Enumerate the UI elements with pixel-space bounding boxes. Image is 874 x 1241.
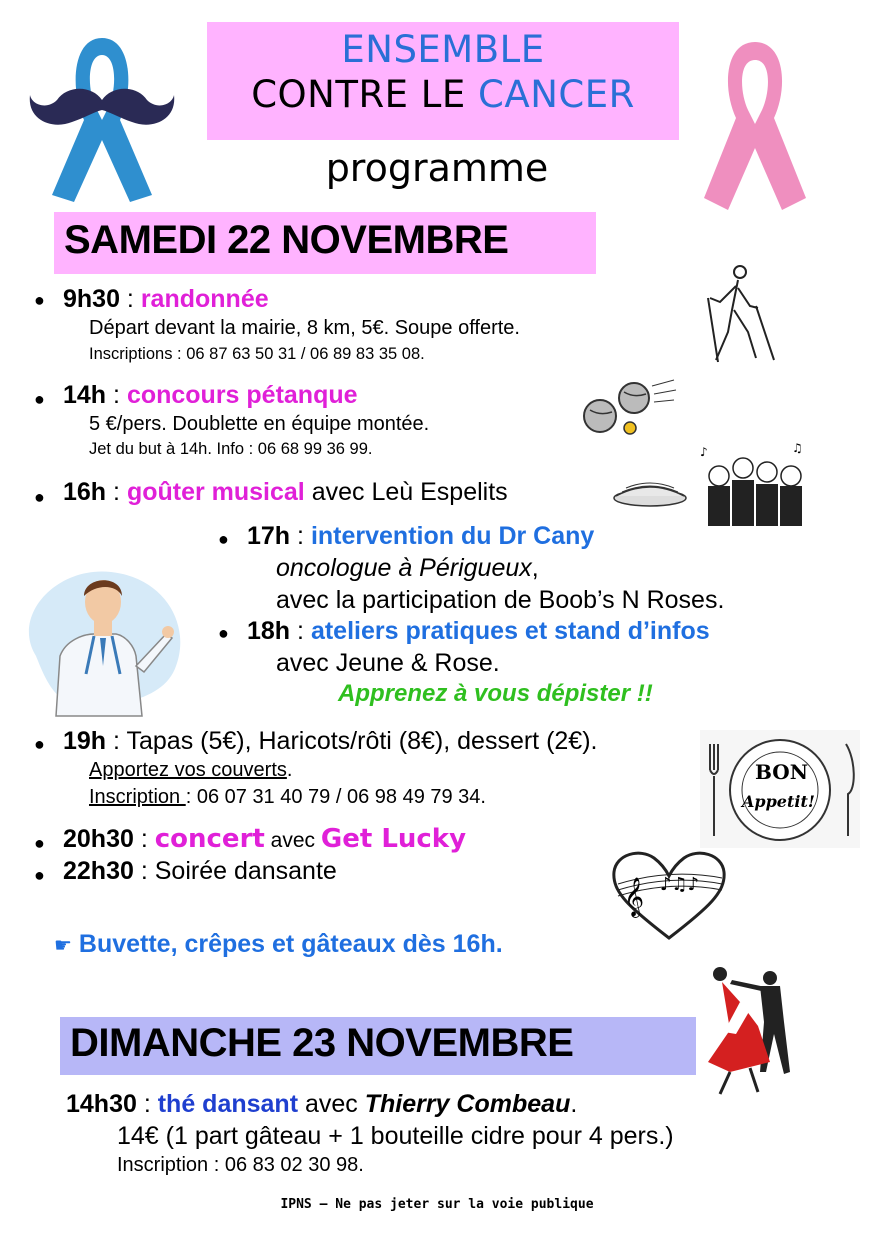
music-heart-icon xyxy=(610,848,728,942)
item-title: randonnée xyxy=(140,285,269,313)
inscription-phones: : 06 07 31 40 79 / 06 98 49 79 34. xyxy=(185,786,486,808)
bullet: ● xyxy=(34,833,45,853)
item-title: ateliers pratiques et stand d’infos xyxy=(310,617,710,645)
bullet: ● xyxy=(34,865,45,885)
item-mid: avec xyxy=(298,1090,365,1118)
underlined-text: Apportez vos couverts xyxy=(89,759,287,781)
punctuation: , xyxy=(531,554,539,582)
item-time: 18h xyxy=(247,617,291,645)
separator: : xyxy=(119,285,141,313)
separator: : xyxy=(106,727,127,755)
item-randonnee xyxy=(63,284,269,314)
inscription-label: Inscription xyxy=(89,786,186,808)
bullet: ● xyxy=(218,623,229,643)
pointing-hand-icon: ☛ xyxy=(54,933,72,957)
svg-text:♪♫♪: ♪♫♪ xyxy=(660,874,700,895)
item-inscription xyxy=(89,785,486,809)
sunday-item xyxy=(66,1089,577,1119)
item-title: goûter musical xyxy=(126,478,305,506)
title-cancer-word: CANCER xyxy=(478,73,635,116)
separator: : xyxy=(290,617,311,645)
punctuation: . xyxy=(570,1090,578,1118)
dancers-icon xyxy=(700,962,810,1098)
title-line2 xyxy=(207,73,679,116)
svg-text:𝄞: 𝄞 xyxy=(624,877,645,917)
separator: : xyxy=(133,857,155,885)
item-detail: avec Jeune & Rose. xyxy=(276,649,500,677)
hiker-icon xyxy=(698,262,780,366)
item-time: 17h xyxy=(247,522,291,550)
artist-name: Thierry Combeau xyxy=(364,1090,571,1118)
title-box xyxy=(207,22,679,140)
separator: : xyxy=(106,381,127,409)
plate-text-bon: BON xyxy=(755,760,808,784)
item-title: intervention du Dr Cany xyxy=(310,522,595,550)
highlight-text: Apprenez à vous dépister !! xyxy=(338,680,653,707)
programme-heading: programme xyxy=(325,146,549,190)
item-mid: avec xyxy=(264,829,321,852)
item-ateliers xyxy=(247,616,710,646)
band-name: Get Lucky xyxy=(320,824,467,854)
item-time: 20h30 xyxy=(63,825,134,853)
item-inscription: Inscriptions : 06 87 63 50 31 / 06 89 83 35 08. xyxy=(89,345,425,363)
bullet: ● xyxy=(218,529,229,549)
item-intervention xyxy=(247,521,594,551)
plate-icon xyxy=(700,730,860,848)
sunday-inscription: Inscription : 06 83 02 30 98. xyxy=(117,1154,364,1176)
title-line1: ENSEMBLE xyxy=(341,28,545,71)
item-time: 22h30 xyxy=(63,857,134,885)
item-rest: Tapas (5€), Haricots/rôti (8€), dessert (2€). xyxy=(126,727,598,755)
sunday-price: 14€ (1 part gâteau + 1 bouteille cidre pour 4 pers.) xyxy=(117,1122,674,1150)
footer-ipns: IPNS — Ne pas jeter sur la voie publique xyxy=(280,1197,594,1212)
item-concert xyxy=(63,824,466,856)
item-detail: avec la participation de Boob’s N Roses. xyxy=(276,586,725,614)
item-rest: avec Leù Espelits xyxy=(304,478,508,506)
crepes-icon xyxy=(612,468,688,508)
doctor-icon xyxy=(16,556,196,718)
bullet: ● xyxy=(34,389,45,409)
item-title: concert xyxy=(154,824,265,854)
item-repas xyxy=(63,726,597,756)
item-time: 16h xyxy=(63,478,107,506)
buvette-note xyxy=(54,930,503,959)
bullet: ● xyxy=(34,487,45,507)
sunday-banner: DIMANCHE 23 NOVEMBRE xyxy=(60,1017,696,1075)
item-time: 14h xyxy=(63,381,107,409)
svg-text:♪: ♪ xyxy=(700,445,708,459)
item-title: concours pétanque xyxy=(126,381,358,409)
item-time: 19h xyxy=(63,727,107,755)
item-detail: 5 €/pers. Doublette en équipe montée. xyxy=(89,413,430,435)
item-soiree xyxy=(63,856,337,886)
bullet: ● xyxy=(34,290,45,310)
buvette-text: Buvette, crêpes et gâteaux dès 16h. xyxy=(78,930,503,958)
item-detail: Départ devant la mairie, 8 km, 5€. Soupe offerte. xyxy=(89,317,520,339)
item-gouter xyxy=(63,477,508,507)
item-time: 14h30 xyxy=(66,1090,137,1118)
item-inscription: Jet du but à 14h. Info : 06 68 99 36 99. xyxy=(89,440,373,458)
separator: : xyxy=(136,1090,158,1118)
item-time: 9h30 xyxy=(63,285,120,313)
item-rest: Soirée dansante xyxy=(154,857,337,885)
bullet: ● xyxy=(34,734,45,754)
item-detail xyxy=(276,553,539,583)
plate-text-appetit: Appetit! xyxy=(742,792,815,811)
saturday-banner: SAMEDI 22 NOVEMBRE xyxy=(54,212,596,274)
svg-text:♫: ♫ xyxy=(792,441,803,455)
separator: : xyxy=(106,478,127,506)
item-detail-italic: oncologue à Périgueux xyxy=(276,554,532,582)
bon-appetit-plate-image xyxy=(700,730,860,848)
petanque-balls-icon xyxy=(582,376,678,446)
item-petanque xyxy=(63,380,358,410)
separator: : xyxy=(133,825,155,853)
separator: : xyxy=(290,522,311,550)
title-line2-prefix: CONTRE LE xyxy=(251,73,479,116)
item-detail xyxy=(89,758,292,782)
item-title: thé dansant xyxy=(157,1090,299,1118)
singers-icon xyxy=(698,436,810,526)
punctuation: . xyxy=(286,759,293,781)
